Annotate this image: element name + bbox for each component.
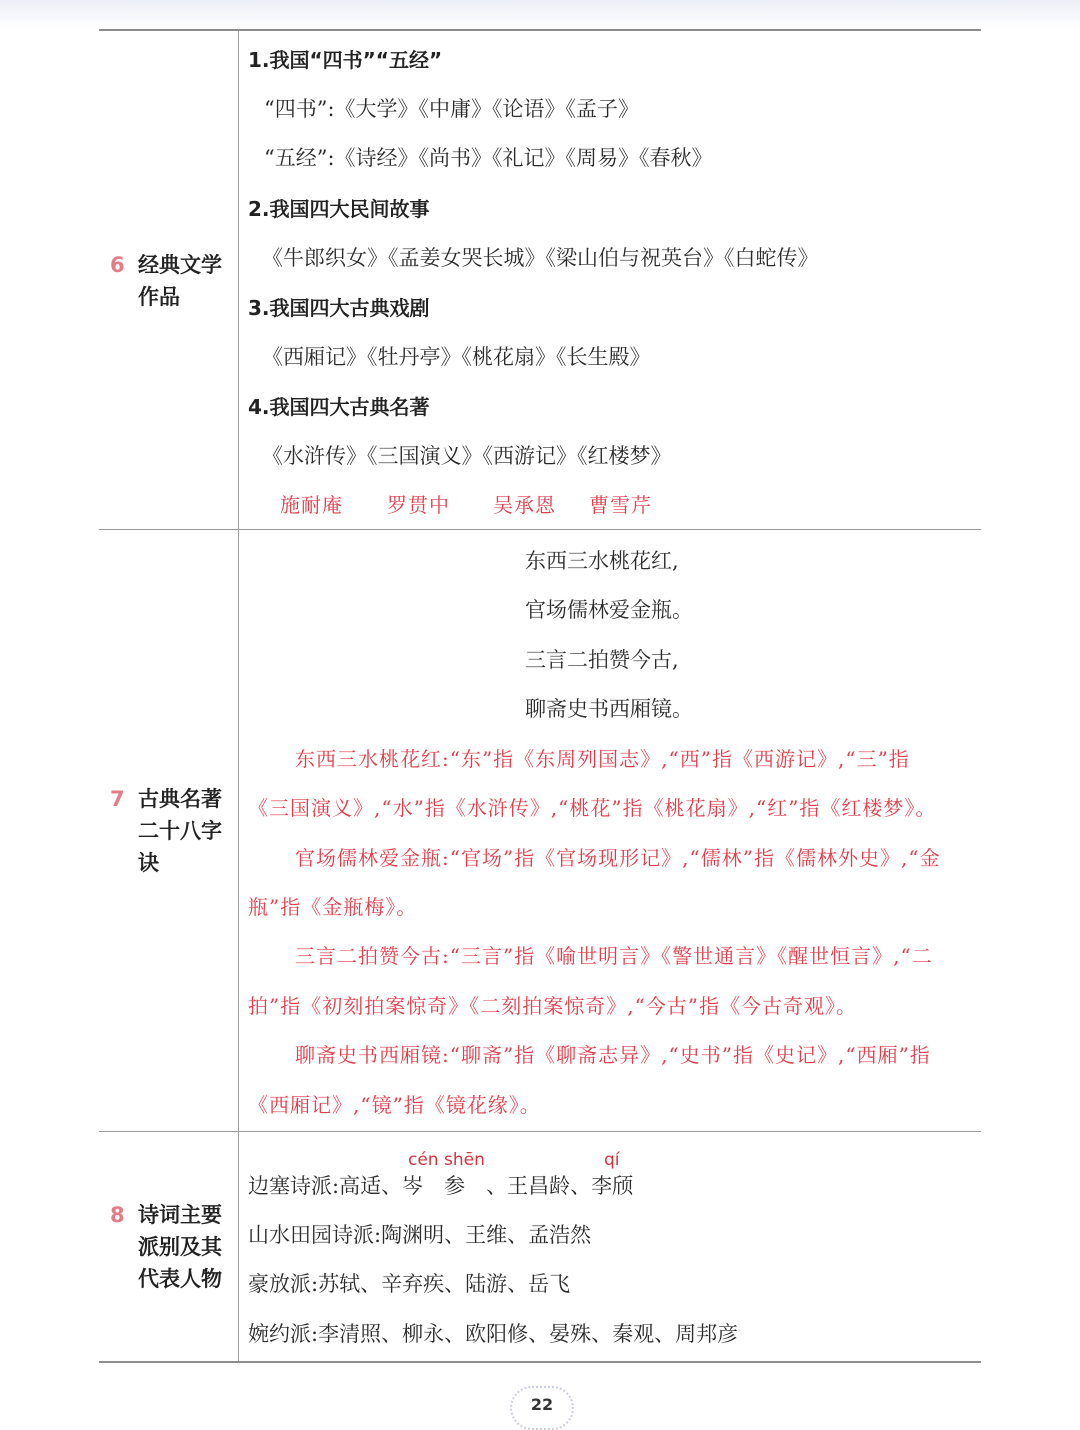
pinyin-cen-shen: cén shēn [408, 1150, 485, 1170]
dramas-line: 《西厢记》《牡丹亭》《桃花扇》《长生殿》 [262, 345, 651, 369]
row-number: 7 [110, 787, 125, 811]
note-line: 《三国演义》,“水”指《水浒传》,“桃花”指《桃花扇》,“红”指《红楼梦》。 [248, 796, 937, 820]
note-line: 官场儒林爱金瓶:“官场”指《官场现形记》,“儒林”指《儒林外史》,“金 [295, 846, 941, 870]
wanyue-school-line: 婉约派:李清照、柳永、欧阳修、晏殊、秦观、周邦彦 [248, 1322, 739, 1346]
pastoral-school-line: 山水田园诗派:陶渊明、王维、孟浩然 [248, 1223, 592, 1247]
row-number: 6 [110, 253, 125, 277]
top-edge-band [0, 0, 1080, 30]
haofang-school-line: 豪放派:苏轼、辛弃疾、陆游、岳飞 [248, 1272, 571, 1296]
five-classics-line: “五经”:《诗经》《尚书》《礼记》《周易》《春秋》 [264, 146, 713, 170]
author-wu-chengen: 吴承恩 [493, 493, 556, 517]
row-number: 8 [110, 1203, 125, 1227]
poem-line-4: 聊斋史书西厢镜。 [525, 697, 693, 721]
note-line: 东西三水桃花红:“东”指《东周列国志》,“西”指《西游记》,“三”指 [295, 747, 910, 771]
note-line: 瓶”指《金瓶梅》。 [248, 895, 418, 919]
author-cao-xueqin: 曹雪芹 [589, 493, 652, 517]
column-divider [238, 31, 239, 1361]
author-luo-guanzhong: 罗贯中 [387, 493, 450, 517]
four-books-line: “四书”:《大学》《中庸》《论语》《孟子》 [264, 97, 640, 121]
novels-line: 《水浒传》《三国演义》《西游记》《红楼梦》 [262, 444, 672, 468]
note-line: 三言二拍赞今古:“三言”指《喻世明言》《警世通言》《醒世恒言》,“二 [295, 944, 933, 968]
page-number: 22 [510, 1386, 574, 1430]
folk-tales-line: 《牛郎织女》《孟姜女哭长城》《梁山伯与祝英台》《白蛇传》 [262, 246, 819, 270]
note-line: 拍”指《初刻拍案惊奇》《二刻拍案惊奇》,“今古”指《今古奇观》。 [248, 994, 858, 1018]
heading-classical-novels: 4.我国四大古典名著 [248, 395, 430, 419]
category-name: 诗词主要派别及其代表人物 [138, 1203, 222, 1291]
category-name: 经典文学作品 [138, 253, 222, 309]
note-line: 《西厢记》,“镜”指《镜花缘》。 [248, 1093, 541, 1117]
frontier-school-line: 边塞诗派:高适、岑 参 、王昌龄、李颀 [248, 1174, 634, 1198]
category-name: 古典名著二十八字诀 [138, 787, 222, 875]
note-line: 聊斋史书西厢镜:“聊斋”指《聊斋志异》,“史书”指《史记》,“西厢”指 [295, 1043, 931, 1067]
heading-classical-dramas: 3.我国四大古典戏剧 [248, 296, 430, 320]
row-divider-7-8 [99, 1131, 981, 1132]
poem-line-1: 东西三水桃花红, [525, 549, 679, 573]
poem-line-2: 官场儒林爱金瓶。 [525, 598, 693, 622]
heading-folk-tales: 2.我国四大民间故事 [248, 197, 430, 221]
pinyin-qi: qí [604, 1150, 620, 1170]
row-divider-6-7 [99, 529, 981, 530]
poem-line-3: 三言二拍赞今古, [525, 648, 679, 672]
heading-four-books-five-classics: 1.我国“四书”“五经” [248, 48, 443, 72]
author-shi-naian: 施耐庵 [280, 493, 343, 517]
